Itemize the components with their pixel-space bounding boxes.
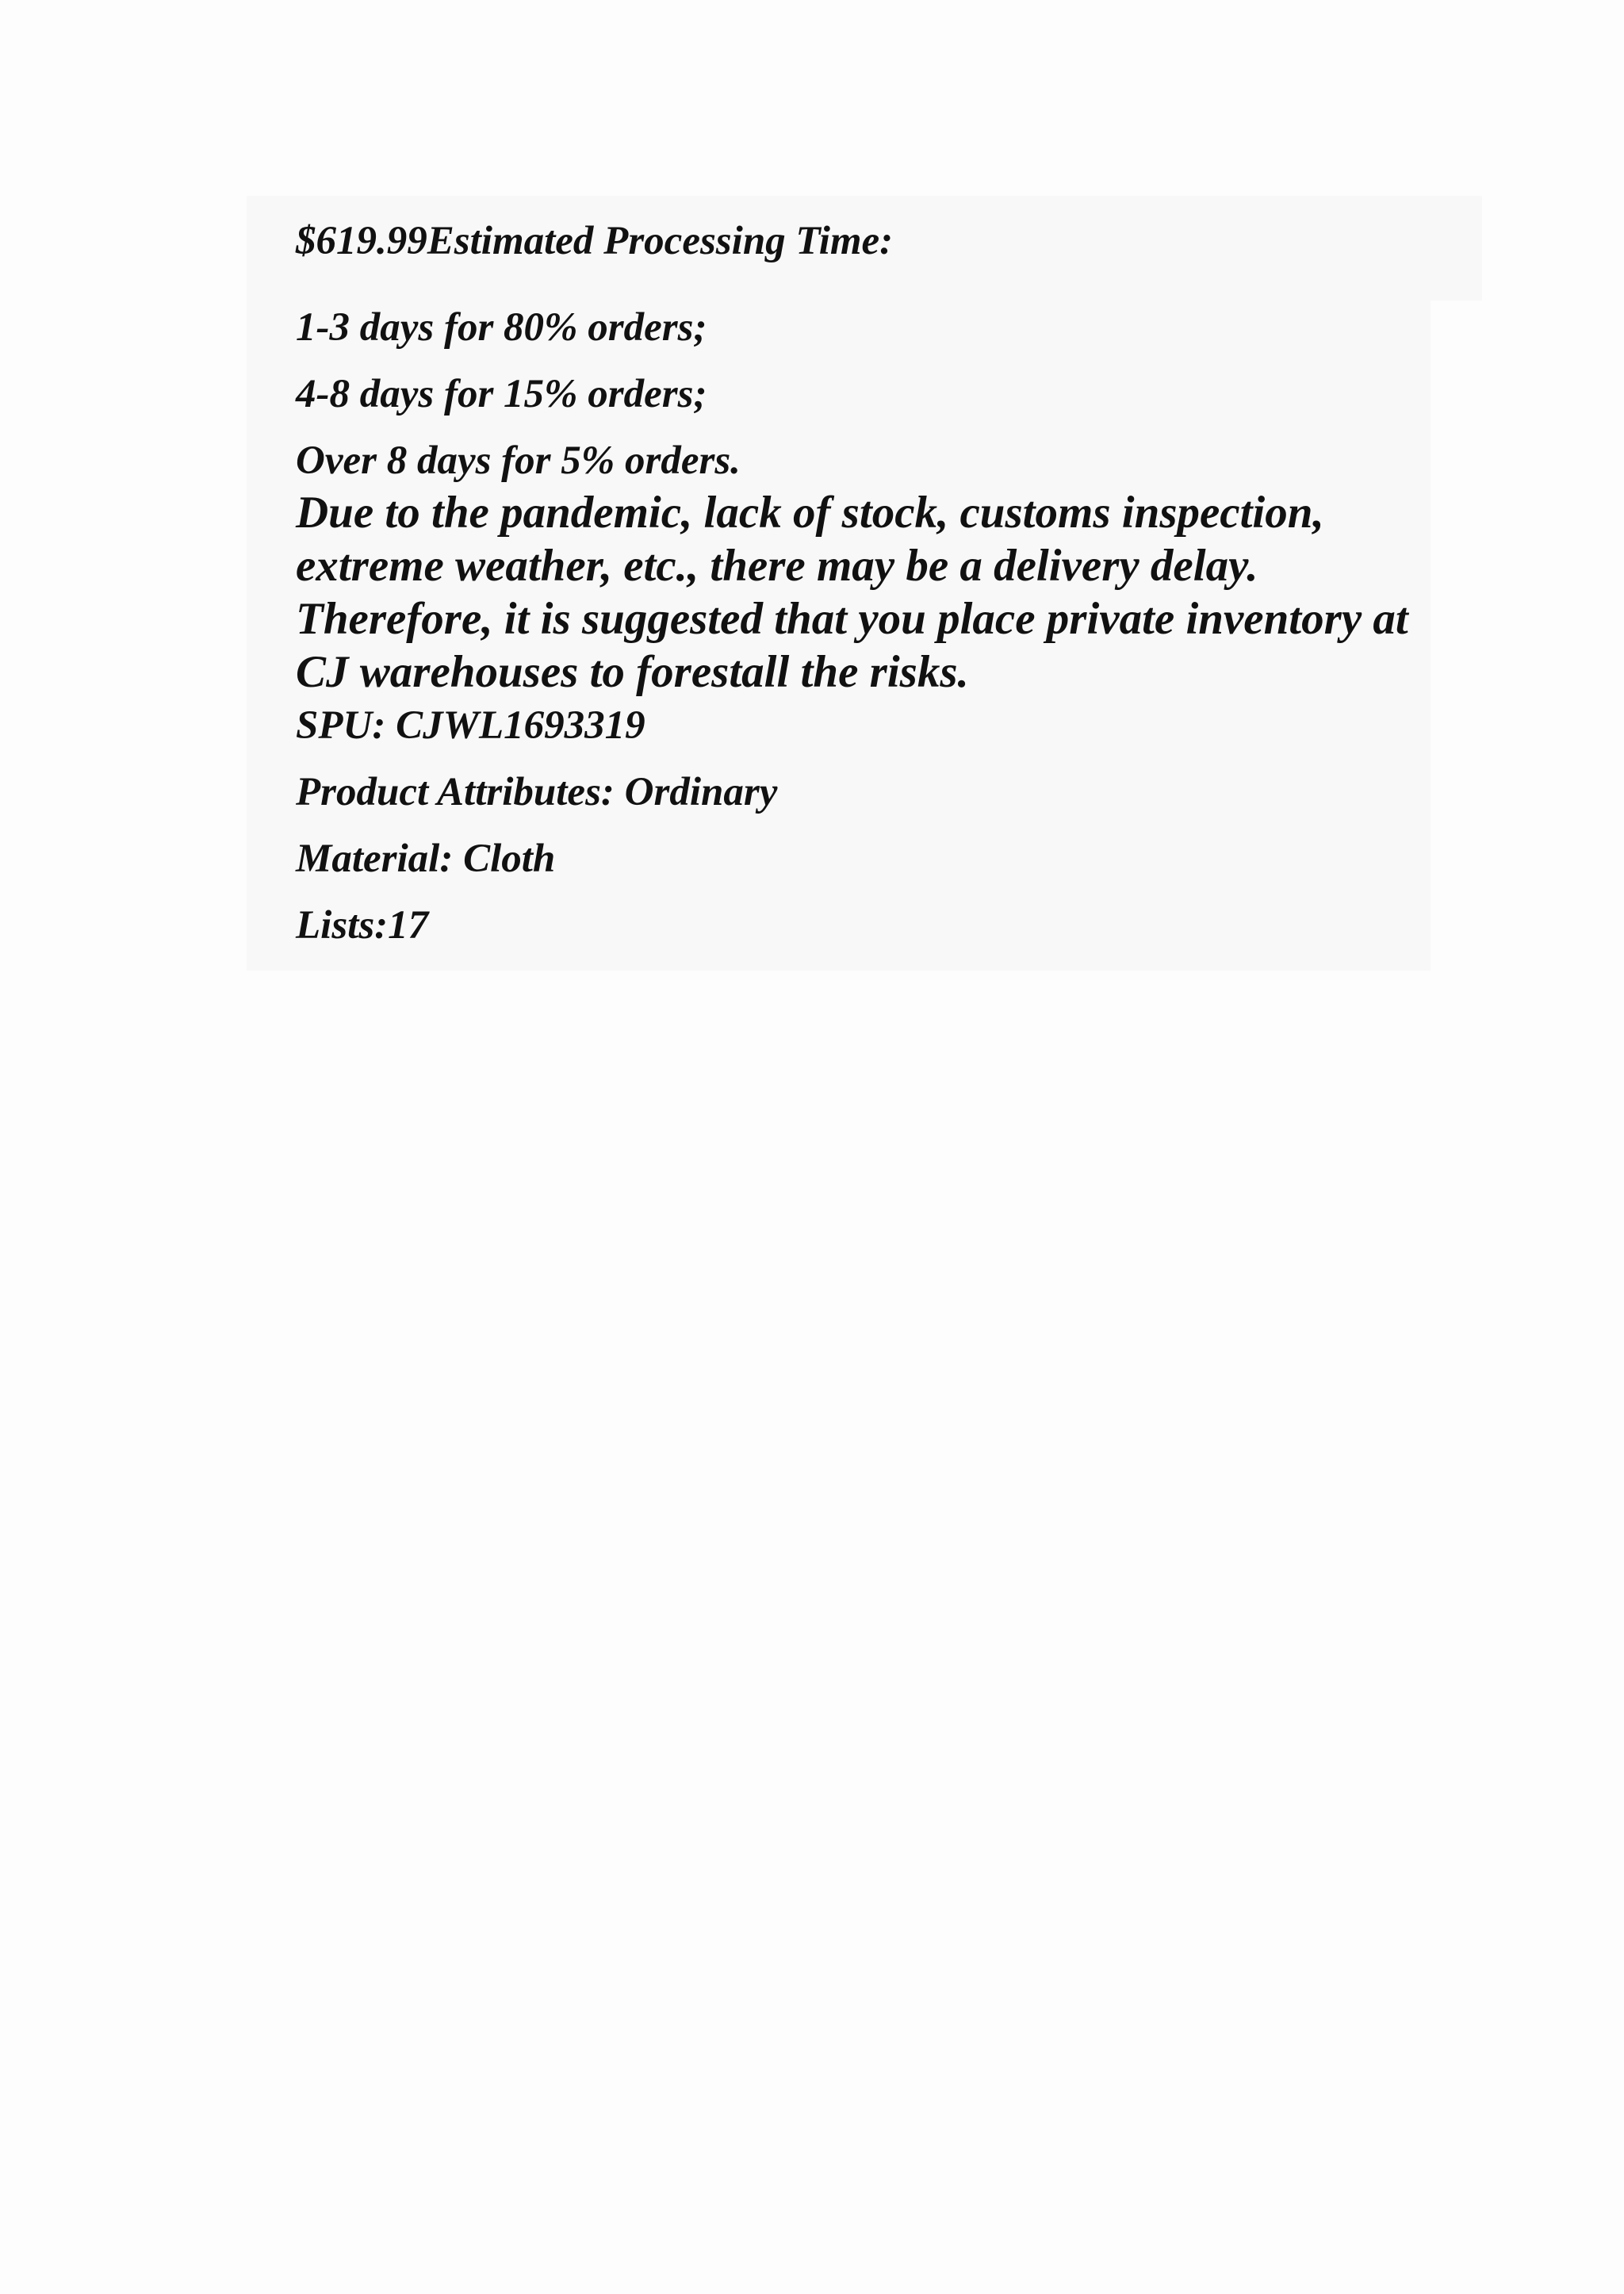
- lists-count: Lists:17: [296, 903, 429, 948]
- product-attributes: Product Attributes: Ordinary: [296, 770, 778, 814]
- processing-line-3: Over 8 days for 5% orders.: [296, 439, 741, 483]
- processing-line-1: 1-3 days for 80% orders;: [296, 305, 707, 350]
- processing-line-2: 4-8 days for 15% orders;: [296, 372, 707, 416]
- delivery-delay-notice: Due to the pandemic, lack of stock, customs inspection, extreme weather, etc., there may be a delivery delay. Therefore, it is suggested that you place private inventory at CJ warehouses to forestall the risks.: [296, 488, 1408, 697]
- spu-code: SPU: CJWL1693319: [296, 703, 645, 748]
- processing-time-title: Estimated Processing Time:: [427, 219, 894, 263]
- price-processing-heading: [296, 219, 893, 263]
- price: $619.99: [296, 219, 427, 263]
- material: Material: Cloth: [296, 837, 556, 881]
